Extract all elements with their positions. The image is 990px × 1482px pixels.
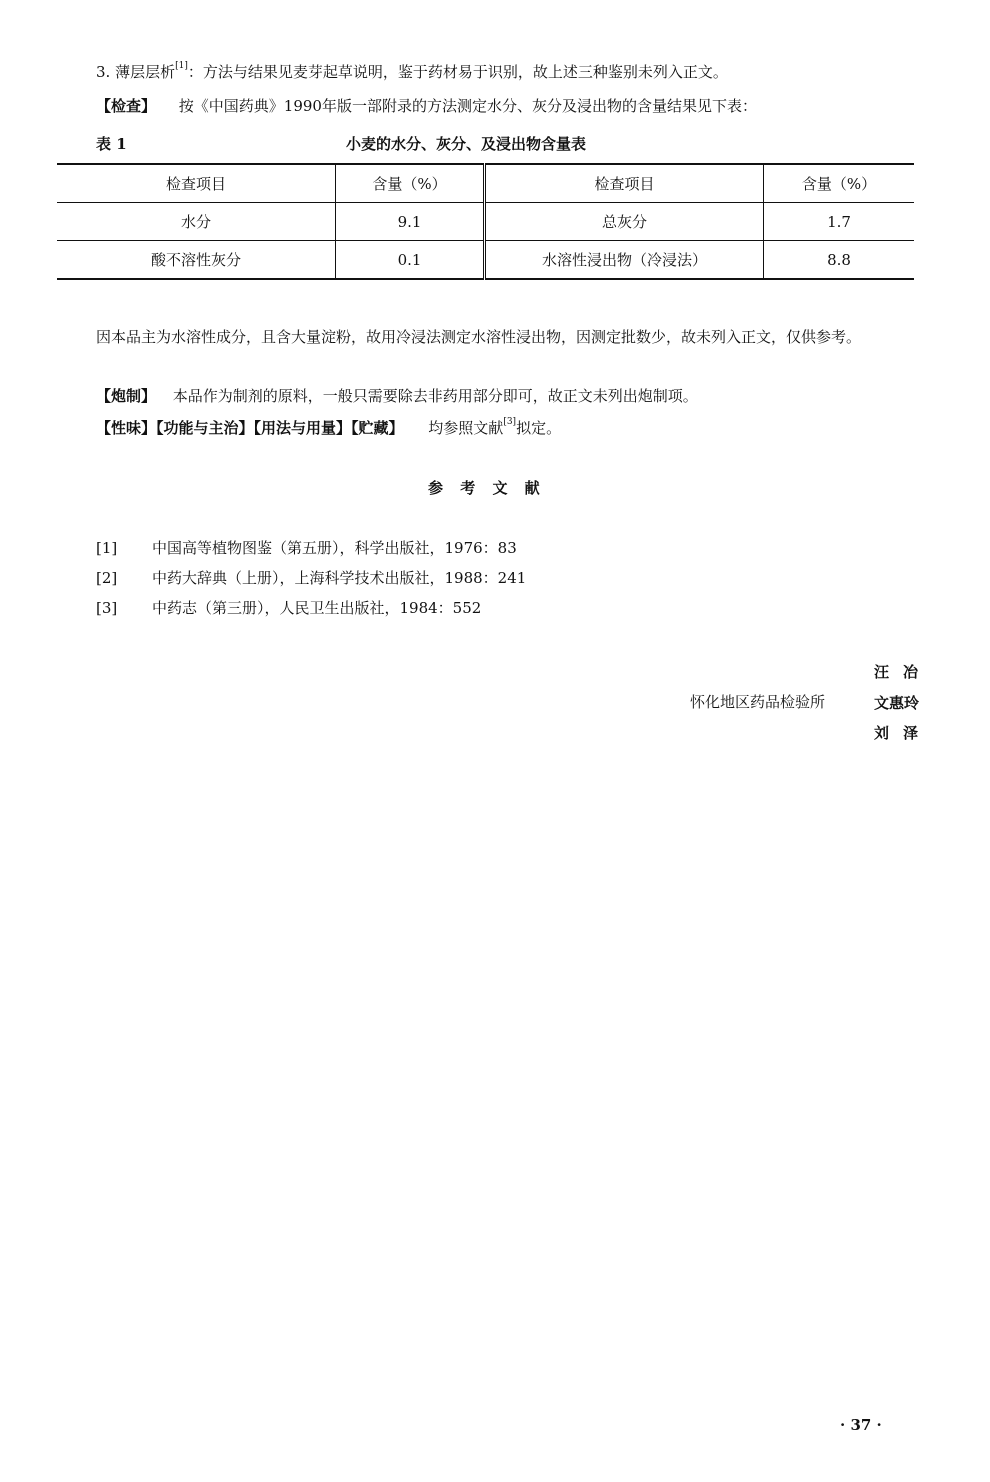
table-header-cell: 含量（%） [764, 164, 915, 203]
table-cell: 8.8 [764, 241, 915, 280]
table-cell: 1.7 [764, 203, 915, 241]
processing-line [96, 386, 698, 406]
table-cell: 9.1 [336, 203, 485, 241]
table-cell: 水分 [57, 203, 336, 241]
reference-text: 中药大辞典（上册），上海科学技术出版社，1988：241 [152, 569, 527, 587]
table-title: 小麦的水分、灰分、及浸出物含量表 [346, 135, 587, 153]
section-3-prefix: 3. 薄层层析 [96, 63, 176, 81]
reference-text: 中药志（第三册），人民卫生出版社，1984：552 [152, 599, 482, 617]
note-paragraph: 因本品主为水溶性成分，且含大量淀粉，故用冷浸法测定水溶性浸出物，因测定批数少，故未列入正文，仅供参考。 [96, 328, 862, 346]
reference-number: [3] [96, 599, 118, 617]
check-line [96, 96, 757, 116]
content-table [57, 163, 914, 280]
references-title: 参 考 文 献 [428, 479, 546, 497]
properties-text-before: 均参照文献 [428, 419, 504, 437]
table-header-cell: 检查项目 [485, 164, 764, 203]
table-header-cell: 检查项目 [57, 164, 336, 203]
reference-number: [1] [96, 539, 118, 557]
reference-item [96, 598, 481, 618]
author-name: 刘泽 [874, 724, 933, 742]
author-name: 文惠玲 [874, 694, 920, 712]
processing-heading: 【炮制】 [96, 387, 157, 405]
reference-item [96, 568, 526, 588]
reference-item [96, 538, 517, 558]
citation-sup: [3] [503, 417, 517, 427]
table-label: 表 1 [96, 135, 127, 153]
section-3-text: ：方法与结果见麦芽起草说明，鉴于药材易于识别，故上述三种鉴别未列入正文。 [187, 63, 728, 81]
author-name: 汪冶 [874, 663, 933, 681]
table-cell: 酸不溶性灰分 [57, 241, 336, 280]
table-header-cell: 含量（%） [336, 164, 485, 203]
table-cell: 0.1 [336, 241, 485, 280]
table-cell: 水溶性浸出物（冷浸法） [485, 241, 764, 280]
processing-text: 本品作为制剂的原料，一般只需要除去非药用部分即可，故正文未列出炮制项。 [172, 387, 698, 405]
properties-heading: 【性味】【功能与主治】【用法与用量】【贮藏】 [96, 419, 404, 437]
properties-line [96, 418, 561, 438]
table-row [57, 203, 914, 241]
citation-sup: [1] [175, 61, 188, 71]
reference-text: 中国高等植物图鉴（第五册），科学出版社，1976：83 [152, 539, 517, 557]
table-row [57, 241, 914, 280]
table-header-row [57, 164, 914, 203]
author-institution: 怀化地区药品检验所 [690, 693, 826, 711]
reference-number: [2] [96, 569, 118, 587]
check-text: 按《中国药典》1990年版一部附录的方法测定水分、灰分及浸出物的含量结果见下表： [178, 97, 757, 115]
table-cell: 总灰分 [485, 203, 764, 241]
properties-text-after: 拟定。 [516, 419, 562, 437]
check-heading: 【检查】 [96, 97, 157, 115]
section-3-line [96, 62, 728, 82]
page-number: · 37 · [840, 1416, 882, 1434]
